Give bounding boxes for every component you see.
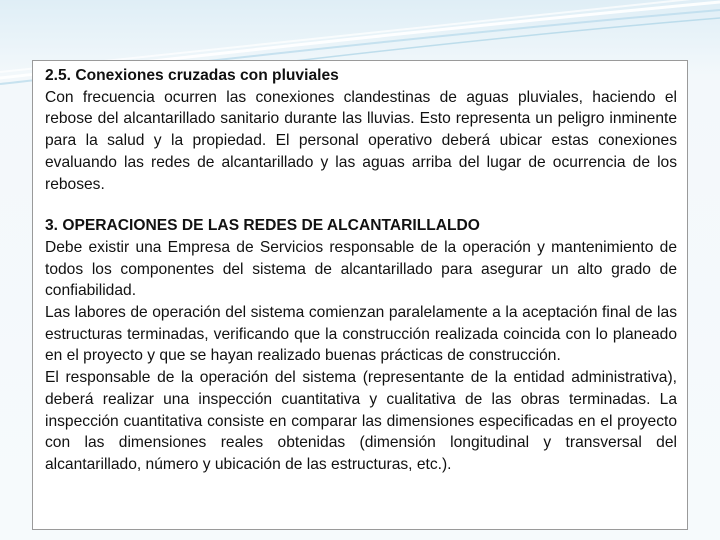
content-panel [32,60,688,530]
paragraph-responsable: El responsable de la operación del sistema (representante de la entidad administrativa), deberá realizar una inspección cuantitativa y cualitativa de las obras terminadas. La inspección cuantitativa consiste en comparar las dimensiones especificadas en el proyecto con las dimensiones reales obtenidas (dimensión longitudinal y transversal del alcantarillado, número y ubicación de las estructuras, etc.). [45,369,677,473]
section-heading-operaciones: 3. OPERACIONES DE LAS REDES DE ALCANTARILLALDO [45,217,480,235]
paragraph-empresa: Debe existir una Empresa de Servicios responsable de la operación y mantenimiento de todos los componentes del sistema de alcantarillado para asegurar un alto grado de confiabilidad. [45,238,677,300]
paragraph-labores: Las labores de operación del sistema comienzan paralelamente a la aceptación final de las estructuras terminadas, verificando que la construcción realizada coincida con lo planeado en el proyecto y que se hayan realizado buenas prácticas de construcción. [45,304,677,365]
paragraph-conexiones: Con frecuencia ocurren las conexiones clandestinas de aguas pluviales, haciendo el rebose del alcantarillado sanitario durante las lluvias. Esto representa un peligro inminente para la salud y la propiedad. El personal operativo deberá ubicar estas conexiones evaluando las redes de alcantarillado y las aguas arriba del lugar de ocurrencia de los reboses. [45,88,677,193]
section-heading-conexiones: 2.5. Conexiones cruzadas con pluviales [45,67,339,84]
document-text [45,65,677,476]
